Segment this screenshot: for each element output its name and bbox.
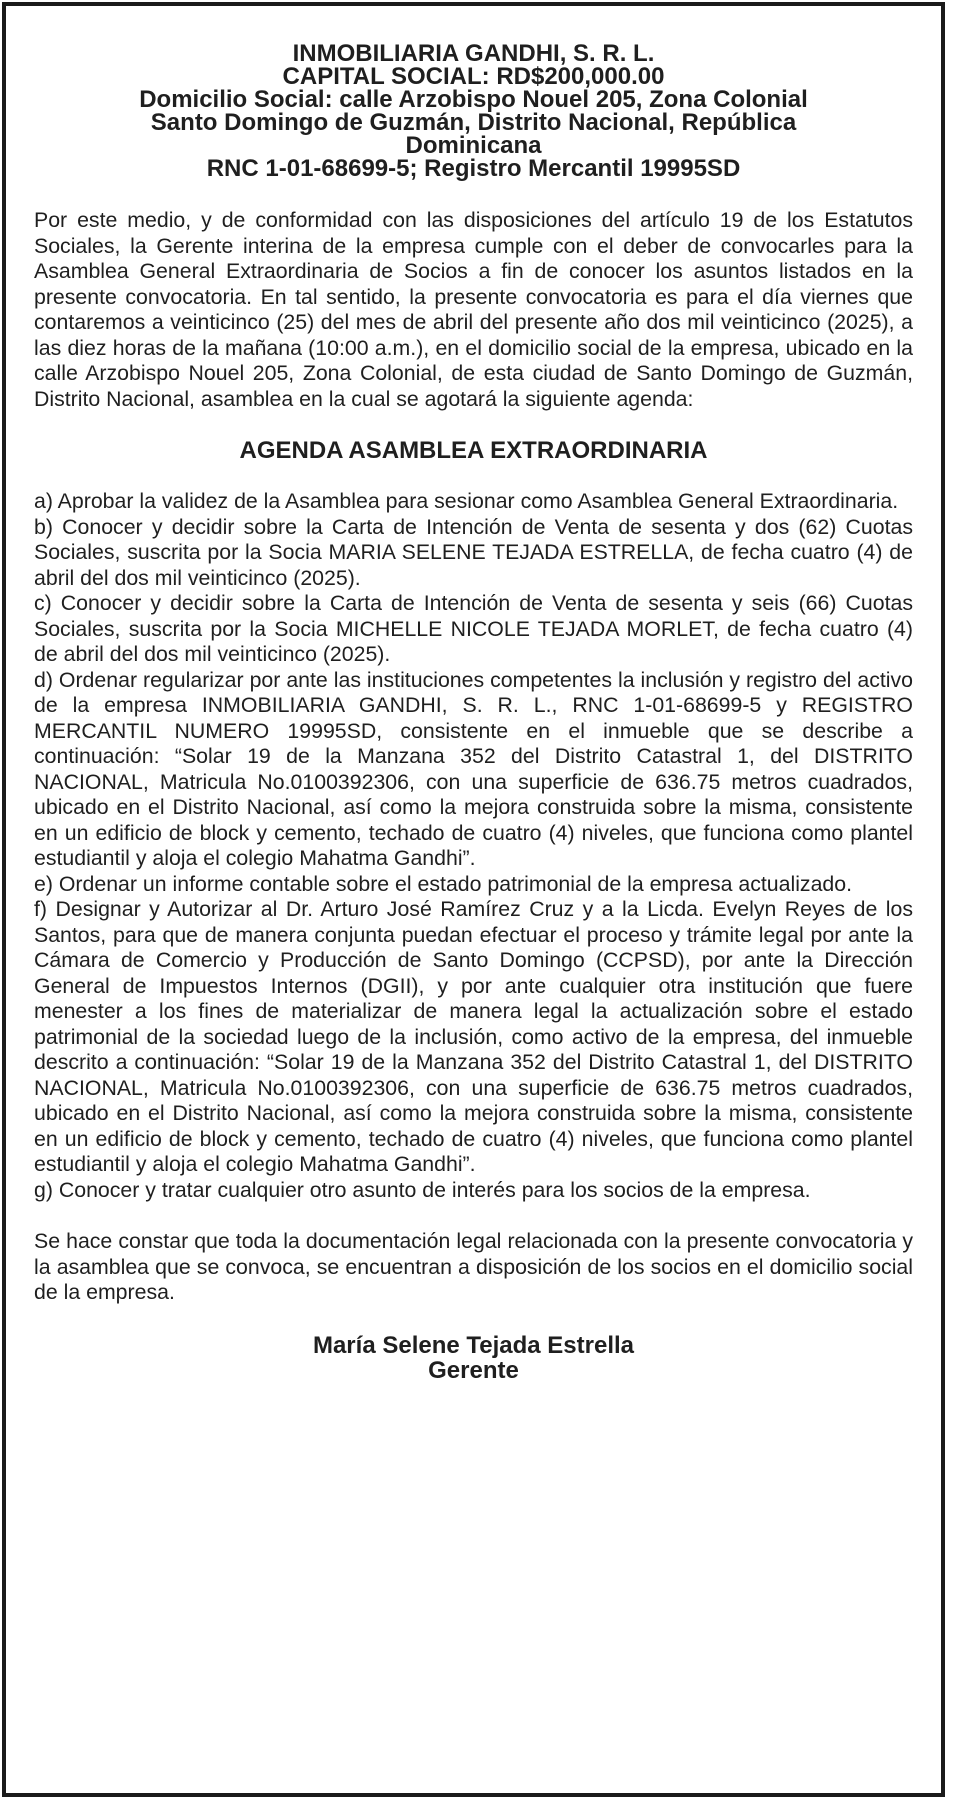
notice-header: [46, 42, 901, 180]
rnc-line: RNC 1-01-68699-5; Registro Mercantil 19995SD: [206, 155, 741, 182]
signatory-title: Gerente: [428, 1356, 519, 1384]
agenda-item-a: a) Aprobar la validez de la Asamblea para sesionar como Asamblea General Extraordinaria.: [34, 489, 899, 513]
company-name: INMOBILIARIA GANDHI, S. R. L.: [292, 40, 655, 67]
agenda-item-c: c) Conocer y decidir sobre la Carta de Intención de Venta de sesenta y seis (66) Cuotas Sociales, suscrita por la Socia MICHELLE NICOLE TEJADA MORLET, de fecha cuatro (4) de abril del dos mil veinticinco (2025).: [34, 591, 913, 666]
agenda-item-d: d) Ordenar regularizar por ante las instituciones competentes la inclusión y registro del activo de la empresa INMOBILIARIA GANDHI, S. R. L., RNC 1-01-68699-5 y REGISTRO MERCANTIL NUMERO 19995SD, consistente en el inmueble que se describe a continuación: “Solar 19 de la Manzana 352 del Distrito Catastral 1, del DISTRITO NACIONAL, Matricula No.0100392306, con una superficie de 636.75 metros cuadrados, ubicado en el Distrito Nacional, así como la mejora construida sobre la misma, consistente en un edificio de block y cemento, techado de cuatro (4) niveles, que funciona como plantel estudiantil y aloja el colegio Mahatma Gandhi”.: [34, 667, 913, 870]
signatory-name: María Selene Tejada Estrella: [312, 1331, 635, 1359]
agenda-list: [34, 489, 913, 1203]
agenda-item-b: b) Conocer y decidir sobre la Carta de Intención de Venta de sesenta y dos (62) Cuotas Sociales, suscrita por la Socia MARIA SELENE TEJADA ESTRELLA, de fecha cuatro (4) de abril del dos mil veinticinco (2025).: [34, 514, 913, 590]
domicile-line-1: Domicilio Social: calle Arzobispo Nouel 205, Zona Colonial: [139, 86, 808, 113]
agenda-item-f: f) Designar y Autorizar al Dr. Arturo José Ramírez Cruz y a la Licda. Evelyn Reyes de los Santos, para que de manera conjunta puedan efectuar el proceso y trámite legal por ante la Cámara de Comercio y Producción de Santo Domingo (CCPSD), por ante la Dirección General de Impuestos Internos (DGII), y por ante cualquier otra institución que fuere menester a los fines de materializar de manera legal la actualización sobre el estado patrimonial de la sociedad luego de la inclusión, como activo de la empresa, del inmueble descrito a continuación: “Solar 19 de la Manzana 352 del Distrito Catastral 1, del DISTRITO NACIONAL, Matricula No.0100392306, con una superficie de 636.75 metros cuadrados, ubicado en el Distrito Nacional, así como la mejora construida sobre la misma, consistente en un edificio de block y cemento, techado de cuatro (4) niveles, que funciona como plantel estudiantil y aloja el colegio Mahatma Gandhi”.: [34, 897, 913, 1176]
capital-social: CAPITAL SOCIAL: RD$200,000.00: [282, 63, 665, 90]
closing-paragraph: Se hace constar que toda la documentación legal relacionada con la presente convocatoria y la asamblea que se convoca, se encuentran a disposición de los socios en el domicilio social de la empresa.: [34, 1229, 913, 1304]
intro-paragraph: Por este medio, y de conformidad con las disposiciones del artículo 19 de los Estatutos Sociales, la Gerente interina de la empresa cumple con el deber de convocarles para la Asamblea General Extraordinaria de Socios a fin de conocer los asuntos listados en la presente convocatoria. En tal sentido, la presente convocatoria es para el día viernes que contaremos a veinticinco (25) del mes de abril del presente año dos mil veinticinco (2025), a las diez horas de la mañana (10:00 a.m.), en el domicilio social de la empresa, ubicado en la calle Arzobispo Nouel 205, Zona Colonial, de esta ciudad de Santo Domingo de Guzmán, Distrito Nacional, asamblea en la cual se agotará la siguiente agenda:: [34, 208, 913, 411]
agenda-title: AGENDA ASAMBLEA EXTRAORDINARIA: [239, 437, 708, 464]
domicile-line-2: Santo Domingo de Guzmán, Distrito Nacional, República: [150, 109, 797, 136]
notice-page: [2, 2, 945, 1797]
agenda-item-e: e) Ordenar un informe contable sobre el estado patrimonial de la empresa actualizado.: [34, 871, 853, 896]
signature-block: [6, 1333, 941, 1383]
agenda-item-g: g) Conocer y tratar cualquier otro asunto de interés para los socios de la empresa.: [34, 1177, 811, 1202]
domicile-line-3: Dominicana: [405, 132, 542, 159]
